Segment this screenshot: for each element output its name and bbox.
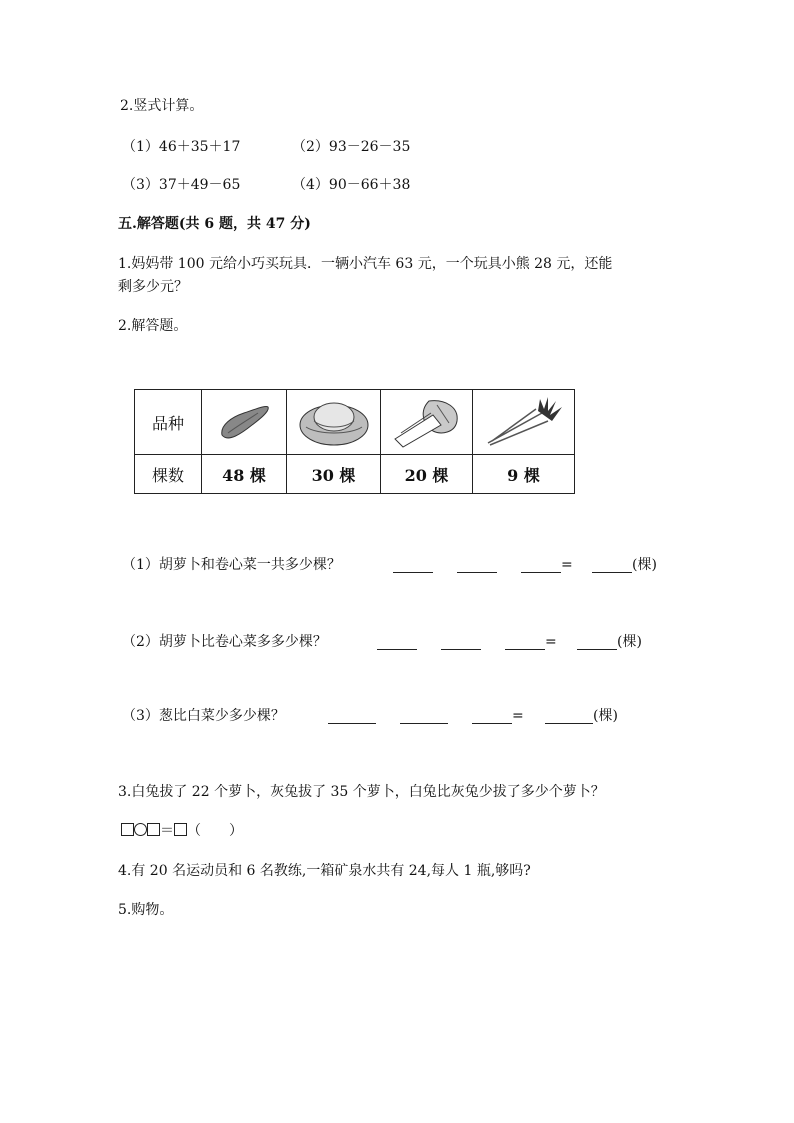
answer-blank[interactable]	[545, 709, 593, 724]
blank-square[interactable]	[147, 823, 160, 836]
equals-sign: =	[512, 708, 524, 724]
answer-blank[interactable]	[505, 635, 545, 650]
operator-circle[interactable]	[134, 823, 147, 836]
problem-4-text: 4.有 20 名运动员和 6 名教练,一箱矿泉水共有 24,每人 1 瓶,够吗?	[118, 863, 531, 879]
problem-3-text: 3.白兔拔了 22 个萝卜，灰兔拔了 35 个萝卜，白兔比灰兔少拔了多少个萝卜？	[118, 784, 605, 800]
chinese-cabbage-cell	[381, 390, 473, 455]
unit-label: (棵)	[593, 708, 618, 724]
answer-blank[interactable]	[400, 709, 448, 724]
count-scallion: 9 棵	[473, 455, 575, 494]
answer-blank[interactable]	[328, 709, 376, 724]
answer-blank[interactable]	[457, 558, 497, 573]
carrot-cell	[202, 390, 287, 455]
equals-sign: =	[561, 557, 573, 573]
answer-blank[interactable]	[592, 558, 632, 573]
formula-equals: ＝	[160, 823, 174, 839]
scallion-icon	[482, 395, 566, 449]
blank-square[interactable]	[174, 823, 187, 836]
problem-1-line-1: 1.妈妈带 100 元给小巧买玩具．一辆小汽车 63 元，一个玩具小熊 28 元，还能	[118, 256, 613, 272]
scallion-cell	[473, 390, 575, 455]
calc-item-1: （1）46＋35＋17	[122, 139, 241, 155]
unit-label: (棵)	[632, 557, 657, 573]
blank-square[interactable]	[121, 823, 134, 836]
calc-item-2: （2）93－26－35	[292, 139, 411, 155]
sub-question-3: （3）葱比白菜少多少棵？	[122, 708, 285, 724]
vegetable-table	[134, 389, 575, 494]
count-cabbage: 30 棵	[287, 455, 381, 494]
answer-blank[interactable]	[393, 558, 433, 573]
answer-blank[interactable]	[441, 635, 481, 650]
count-carrot: 48 棵	[202, 455, 287, 494]
calc-item-4: （4）90－66＋38	[292, 177, 411, 193]
sub-question-2: （2）胡萝卜比卷心菜多多少棵？	[122, 634, 327, 650]
calc-item-3: （3）37＋49－65	[122, 177, 241, 193]
formula-unit-paren: （ ）	[187, 823, 243, 839]
problem-5-title: 5.购物。	[118, 902, 174, 918]
sub-question-1: （1）胡萝卜和卷心菜一共多少棵？	[122, 557, 341, 573]
answer-blank[interactable]	[577, 635, 617, 650]
answer-blank[interactable]	[377, 635, 417, 650]
problem-1-line-2: 剩多少元？	[118, 279, 188, 295]
problem-3-formula	[121, 821, 243, 841]
cabbage-cell	[287, 390, 381, 455]
cabbage-icon	[296, 395, 372, 449]
question-2-title: 2.竖式计算。	[120, 98, 204, 114]
unit-label: (棵)	[617, 634, 642, 650]
problem-2-title: 2.解答题。	[118, 318, 188, 334]
section-5-heading: 五.解答题(共 6 题，共 47 分)	[118, 216, 311, 232]
answer-blank[interactable]	[472, 709, 512, 724]
answer-blank[interactable]	[521, 558, 561, 573]
chinese-cabbage-icon	[389, 395, 465, 449]
table-label-variety: 品种	[135, 390, 202, 455]
table-label-count: 棵数	[135, 455, 202, 494]
carrot-icon	[214, 397, 274, 447]
count-chinese-cabbage: 20 棵	[381, 455, 473, 494]
equals-sign: =	[545, 634, 557, 650]
